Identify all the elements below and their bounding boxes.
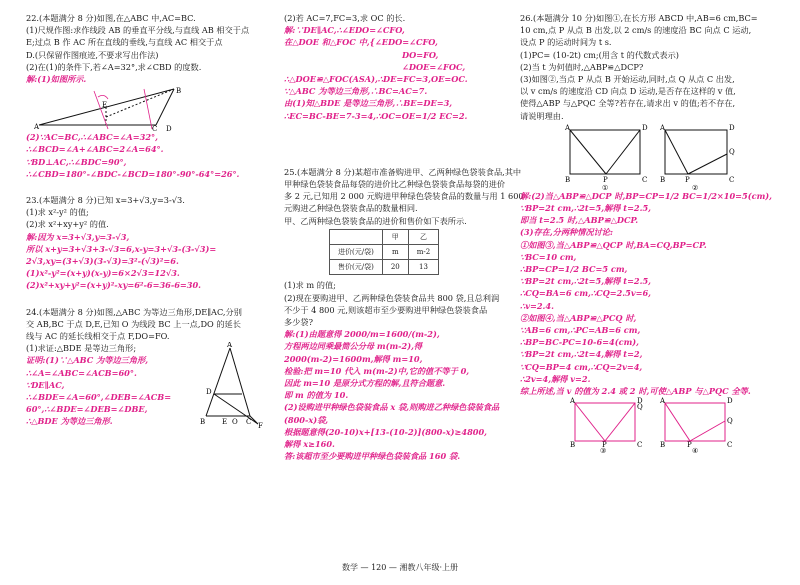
- q25-line: 元购进乙种绿色袋装食品的数量相同.: [284, 203, 418, 214]
- q26-answer-line: ∵BP=2t cm,∴2t=5,解得 t=2.5,: [520, 276, 652, 287]
- fig2-label-b: B: [660, 175, 666, 184]
- q24-line: 24.(本题满分 8 分)如图,△ABC 为等边三角形,DE∥AC,分别: [26, 306, 242, 317]
- q26-figures-3-4: [520, 397, 780, 453]
- q25-answer-line: 根据题意得(20-10)x+[13-(10-2)](800-x)≥4800,: [284, 426, 488, 437]
- q24b-answer-line: 由(1)知△BDE 是等边三角形,∴BE=DE=3,: [284, 98, 453, 109]
- column-2: [284, 12, 524, 463]
- q24b-answer-line: DO=FO,: [402, 49, 439, 60]
- q24b-answer-line: 在△DOE 和△FOC 中,{∠EDO=∠CFO,: [284, 37, 438, 48]
- q25-sub-line: (1)求 m 的值;: [284, 280, 336, 291]
- fig4-label-q: Q: [727, 417, 733, 426]
- fig4-label-c: C: [727, 441, 733, 450]
- q22-text: [26, 12, 261, 73]
- fig3-label-a: A: [570, 397, 576, 406]
- fig3-label-q: Q: [637, 403, 643, 412]
- table-header-cell: 乙: [408, 229, 438, 244]
- q24-label-f: F: [258, 422, 263, 429]
- q26-answer-line: ∴2v=4,解得 v=2.: [520, 373, 591, 384]
- q25-line: 25.(本题满分 8 分)某超市准备购进甲、乙两种绿色袋装食品,其中: [284, 166, 522, 177]
- q23-answer-line: 解:因为 x=3+√3,y=3-√3,: [26, 231, 130, 242]
- q25-line: 多 2 元,已知用 2 000 元购进甲种绿色袋装食品的数量与用 1 600: [284, 191, 524, 202]
- q24b-answer-line: ∠DOE=∠FOC,: [402, 61, 466, 72]
- q24b-question: (2)若 AC=7,FC=3,求 OC 的长.: [284, 13, 406, 23]
- q24b-answer-line: ∴△DOE≌△FOC(ASA),∴DE=FC=3,OE=OC.: [284, 74, 468, 85]
- q26-line: 26.(本题满分 10 分)如图①,在长方形 ABCD 中,AB=6 cm,BC=: [520, 13, 758, 23]
- q26-answer-line: ∴BP=CP=1/2 BC=5 cm,: [520, 264, 628, 275]
- q23-line: (1)求 x²-y² 的值;: [26, 207, 89, 218]
- q24-label-o: O: [232, 418, 238, 427]
- q24-answer-line: ∴∠A=∠ABC=∠ACB=60°.: [26, 367, 137, 378]
- q26-figures-1-2: [520, 124, 780, 190]
- q26-answer-line: ∴CQ=BA=6 cm,∴CQ=2.5v=6,: [520, 288, 652, 299]
- column-1: [26, 12, 261, 428]
- q24-line: 线与 AC 的延长线相交于点 F,DO=FO.: [26, 331, 170, 342]
- q22-answer-line: ∴∠BCD=∠A+∠ABC=2∠A=64°.: [26, 144, 164, 155]
- q23-answer-line: (2)x²+xy+y²=(x+y)²-xy=6²-6=36-6=30.: [26, 280, 202, 291]
- q26-line: (1)PC= (10-2t) cm;(用含 t 的代数式表示): [520, 49, 680, 60]
- fig4-label-p: P: [687, 441, 692, 450]
- q22-label-c: C: [152, 125, 158, 132]
- q24-answer-line: 60°,∴∠BDE=∠DEB=∠DBE,: [26, 404, 148, 415]
- q25-answer-line: 检验:把 m=10 代入 m(m-2)中,它的值不等于 0,: [284, 365, 470, 376]
- q24-label-c: C: [246, 418, 252, 427]
- q26-answer-line: 即当 t=2.5 时,△ABP≌△DCP.: [520, 215, 639, 226]
- fig3-caption: ③: [600, 447, 607, 454]
- table-header-cell: 甲: [382, 229, 408, 244]
- fig1-label-p: P: [603, 175, 608, 184]
- q22-figure: [34, 85, 184, 131]
- q23-answer-line: 所以 x+y=3+√3+3-√3=6,x-y=3+√3-(3-√3)=: [26, 243, 217, 254]
- q25-answer-line: 因此 m=10 是原分式方程的解,且符合题意.: [284, 378, 446, 389]
- q23-line: (2)求 x²+xy+y² 的值.: [26, 219, 109, 230]
- q24-label-d: D: [206, 388, 212, 397]
- fig3-label-b: B: [570, 441, 576, 450]
- q25-answer-line: 解:(1)由题意得 2000/m=1600/(m-2),: [284, 329, 440, 340]
- q24-answer-line: ∴∠BDE=∠A=60°,∠DEB=∠ACB=: [26, 392, 172, 403]
- q23-answer-line: (1)x²-y²=(x+y)(x-y)=6×2√3=12√3.: [26, 268, 180, 279]
- q26-answer-line: ①如图③,当△ABP≌△QCP 时,BA=CQ,BP=CP.: [520, 239, 707, 250]
- page-footer: 数学 — 120 — 湘教八年级·上册: [342, 563, 458, 572]
- q23-answer-line: 2√3,xy=(3+√3)(3-√3)=3²-(√3)²=6.: [26, 256, 179, 267]
- q26-line: 请说明理由.: [520, 110, 564, 121]
- q26-answer-line: ∵CQ=BP=4 cm,∴CQ=2v=4,: [520, 361, 643, 372]
- price-table: [329, 229, 439, 276]
- q24b-answer-line: 解:∵DE∥AC,∴∠EDO=∠CFO,: [284, 25, 405, 36]
- q24-label-b: B: [200, 418, 206, 427]
- table-cell: m: [382, 245, 408, 260]
- q26-answer-line: ∵BC=10 cm,: [520, 251, 577, 262]
- fig1-label-b: B: [565, 175, 571, 184]
- q22-line: 22.(本题满分 8 分)如图,在△ABC 中,AC=BC.: [26, 13, 196, 23]
- q22-line: (1)尺规作图:求作线段 AB 的垂直平分线,与直线 AB 相交于点: [26, 25, 250, 36]
- table-cell: 13: [408, 260, 438, 275]
- q22-answer-line: (2)∵AC=BC,∴∠ABC=∠A=32°,: [26, 132, 158, 143]
- q25-sub-line: 不少于 4 800 元,则该超市至少要购进甲种绿色袋装食品: [284, 304, 488, 315]
- q25-answer-line: 方程两边同乘最简公分母 m(m-2),得: [284, 341, 423, 352]
- q24-answer-line: 证明:(1)∵△ABC 为等边三角形,: [26, 355, 149, 366]
- fig2-caption: ②: [692, 183, 699, 190]
- table-cell: 20: [382, 260, 408, 275]
- q26-answer-line: ∵AB=6 cm,∴PC=AB=6 cm,: [520, 325, 641, 336]
- q25-answer-line: 答:该超市至少要购进甲种绿色袋装食品 160 袋.: [284, 451, 461, 462]
- q23-line: 23.(本题满分 8 分)已知 x=3+√3,y=3-√3.: [26, 195, 185, 206]
- fig3-label-p: P: [602, 441, 607, 450]
- q26-answer-line: ∴v=2.4.: [520, 300, 554, 311]
- q22-answer-line: ∴∠CBD=180°-∠BDC-∠BCD=180°-90°-64°=26°.: [26, 168, 240, 179]
- fig2-label-p: P: [685, 175, 690, 184]
- table-cell: 进价(元/袋): [330, 245, 383, 260]
- q22-line: (2)在(1)的条件下,若∠A=32°,求∠CBD 的度数.: [26, 61, 202, 72]
- q26-line: 设点 P 的运动时间为 t s.: [520, 37, 612, 48]
- fig1-label-a: A: [565, 123, 571, 132]
- q26-answer-line: ②如图④,当△ABP≌△PCQ 时,: [520, 312, 637, 323]
- q26-line: 以 v cm/s 的速度沿 CD 向点 D 运动,是否存在这样的 v 值,: [520, 86, 736, 97]
- table-cell: 售价(元/袋): [330, 260, 383, 275]
- fig2-label-d: D: [729, 123, 735, 132]
- fig2-label-q: Q: [729, 147, 735, 156]
- q26-answer-line: (3)存在,分两种情况讨论:: [520, 227, 614, 238]
- q25-answer-line: (2)设购进甲种绿色袋装食品 x 袋,则购进乙种绿色袋装食品: [284, 402, 500, 413]
- q22-label-b: B: [176, 87, 182, 96]
- q25-line: 甲种绿色袋装食品每袋的进价比乙种绿色袋装食品每袋的进价: [284, 179, 506, 190]
- fig3-label-c: C: [637, 441, 643, 450]
- fig4-label-b: B: [660, 441, 666, 450]
- q24b-answer-line: ∵△ABC 为等边三角形,∴BC=AC=7.: [284, 86, 428, 97]
- q24-line: (1)求证:△BDE 是等边三角形;: [26, 343, 137, 354]
- q24-label-a: A: [227, 342, 233, 350]
- q22-answer-1: 解:(1)如图所示.: [26, 74, 87, 85]
- fig1-label-d: D: [642, 123, 648, 132]
- q25-answer-line: 即 m 的值为 10.: [284, 390, 349, 401]
- q22-label-e: E: [102, 101, 108, 110]
- column-3: [520, 12, 790, 453]
- q26-answer-line: 综上所述,当 v 的值为 2.4 或 2 时,可使△ABP 与△PQC 全等.: [520, 386, 751, 397]
- table-row: [330, 245, 439, 260]
- q24b-answer-line: ∴EC=BC-BE=7-3=4,∴OC=OE=1/2 EC=2.: [284, 110, 468, 121]
- q22-label-d: D: [166, 125, 172, 132]
- q26-line: 使得△ABP 与△PQC 全等?若存在,请求出 v 的值;若不存在,: [520, 98, 736, 109]
- fig4-caption: ④: [692, 447, 699, 454]
- q25-sub-line: 多少袋?: [284, 317, 313, 328]
- q22-line: D.(只保留作图痕迹,不要求写出作法): [26, 49, 159, 60]
- q26-answer-line: ∵BP=2t cm,∴2t=5,解得 t=2.5,: [520, 203, 652, 214]
- fig2-label-c: C: [729, 175, 735, 184]
- q26-answer-line: 解:(2)当△ABP≌△DCP 时,BP=CP=1/2 BC=1/2×10=5(cm),: [520, 190, 772, 201]
- q24-answer-line: ∵DE∥AC,: [26, 379, 65, 390]
- q22-line: E;过点 B 作 AC 所在直线的垂线,与直线 AC 相交于点: [26, 37, 223, 48]
- q25-answer-line: 2000(m-2)=1600m,解得 m=10,: [284, 353, 423, 364]
- q24-line: 交 AB,BC 于点 D,E,已知 O 为线段 BC 上一点,DO 的延长: [26, 318, 241, 329]
- table-cell: m-2: [408, 245, 438, 260]
- q26-line: 10 cm,点 P 从点 B 出发,以 2 cm/s 的速度沿 BC 向点 C 运动,: [520, 25, 752, 36]
- fig2-label-a: A: [660, 123, 666, 132]
- q24-answer-line: ∴△BDE 为等边三角形.: [26, 416, 113, 427]
- q26-answer-line: ∴BP=BC-PC=10-6=4(cm),: [520, 337, 639, 348]
- q22-label-a: A: [34, 123, 40, 132]
- q24-label-e: E: [222, 418, 228, 427]
- q26-answer-line: ∵BP=2t cm,∴2t=4,解得 t=2,: [520, 349, 643, 360]
- q25-answer-line: 解得 x≥160.: [284, 439, 335, 450]
- q25-sub-line: (2)现在要购进甲、乙两种绿色袋装食品共 800 袋,且总利润: [284, 292, 500, 303]
- fig1-caption: ①: [602, 183, 609, 190]
- q25-line: 甲、乙两种绿色袋装食品的进价和售价如下表所示.: [284, 215, 467, 226]
- fig4-label-d: D: [727, 397, 733, 406]
- q24-figure: [194, 342, 266, 428]
- fig1-label-c: C: [642, 175, 648, 184]
- q26-line: (2)当 t 为何值时,△ABP≌△DCP?: [520, 61, 644, 72]
- q22-answer-line: ∵BD⊥AC,∴∠BDC=90°,: [26, 156, 127, 167]
- q26-line: (3)如图②,当点 P 从点 B 开始运动,同时,点 Q 从点 C 出发,: [520, 74, 735, 85]
- table-header-cell: [330, 229, 383, 244]
- fig4-label-a: A: [660, 397, 666, 406]
- q25-answer-line: (800-x)袋,: [284, 414, 329, 425]
- fig3-label-d: D: [637, 397, 643, 406]
- table-row: [330, 260, 439, 275]
